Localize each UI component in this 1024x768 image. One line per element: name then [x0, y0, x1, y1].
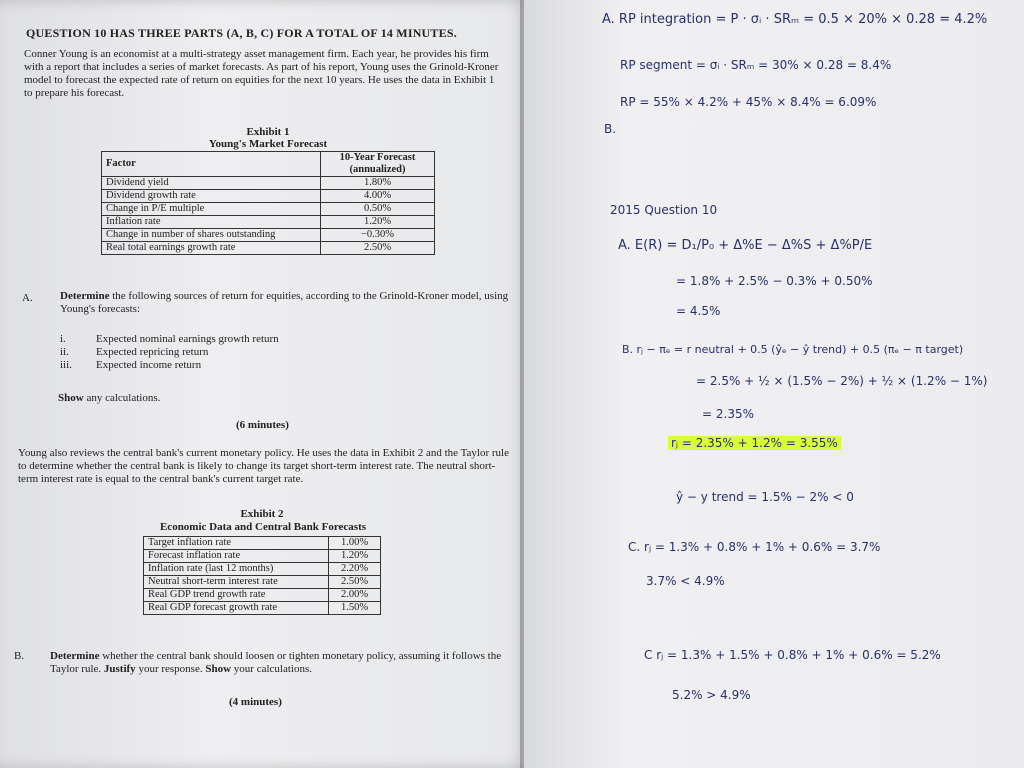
note-line: 3.7% < 4.9%	[646, 574, 725, 588]
label-cell: Neutral short-term interest rate	[144, 576, 329, 589]
part-b-body: your calculations.	[231, 663, 312, 675]
note-line: 2015 Question 10	[610, 203, 718, 217]
note-line: = 2.35%	[702, 407, 754, 421]
factor-cell: Inflation rate	[102, 216, 321, 229]
list-item	[60, 359, 279, 372]
list-number: ii.	[60, 346, 69, 358]
value-cell: 1.20%	[329, 550, 381, 563]
part-b-bold: Show	[205, 663, 232, 675]
part-a-label: A.	[22, 292, 33, 304]
factor-cell: Change in number of shares outstanding	[102, 229, 321, 242]
note-line: C. rⱼ = 1.3% + 0.8% + 1% + 0.6% = 3.7%	[628, 540, 881, 554]
note-line: B.	[604, 122, 617, 136]
part-b-label: B.	[14, 650, 25, 662]
list-item	[60, 333, 279, 346]
note-line: A. E(R) = D₁/P₀ + Δ%E − Δ%S + Δ%P/E	[618, 238, 873, 253]
table-row	[144, 563, 381, 576]
list-number: i.	[60, 333, 66, 345]
highlight-text: rⱼ = 2.35% + 1.2% = 3.55%	[668, 436, 841, 450]
note-line: = 2.5% + ½ × (1.5% − 2%) + ½ × (1.2% − 1%)	[696, 374, 988, 388]
value-cell: −0.30%	[321, 229, 435, 242]
factor-cell: Dividend yield	[102, 177, 321, 190]
table-row	[144, 602, 381, 615]
exhibit2-caption: Exhibit 2	[240, 508, 284, 520]
value-cell: 2.50%	[329, 576, 381, 589]
part-a-list	[60, 333, 279, 372]
forecast-header: 10-Year Forecast (annualized)	[321, 152, 435, 177]
note-line: C rⱼ = 1.3% + 1.5% + 0.8% + 1% + 0.6% = 5.2%	[644, 648, 941, 662]
value-cell: 1.80%	[321, 177, 435, 190]
note-line: RP segment = σᵢ · SRₘ = 30% × 0.28 = 8.4%	[620, 58, 892, 72]
list-text: Expected repricing return	[96, 346, 209, 358]
taylor-paragraph: Young also reviews the central bank's current monetary policy. He uses the data in Exhibit 2 and the Taylor rule to determine whether the central bank is likely to change its target short-term interest rate. The neutral short-term interest rate is equal to the central bank's current target rate.	[18, 447, 509, 485]
exhibit2-table	[143, 536, 381, 615]
table-row	[102, 229, 435, 242]
value-cell: 1.50%	[329, 602, 381, 615]
note-line: 5.2% > 4.9%	[672, 688, 751, 702]
note-line: RP = 55% × 4.2% + 45% × 8.4% = 6.09%	[620, 95, 877, 109]
show-rest: any calculations.	[83, 392, 161, 404]
show-bold: Show	[58, 392, 84, 404]
value-cell: 2.50%	[321, 242, 435, 255]
factor-cell: Dividend growth rate	[102, 190, 321, 203]
table-row	[144, 550, 381, 563]
part-b-text	[50, 650, 512, 676]
part-b-body: your response.	[135, 663, 206, 675]
list-text: Expected nominal earnings growth return	[96, 333, 279, 345]
exhibit1-caption: Exhibit 1	[246, 126, 290, 138]
exhibit2-title: Economic Data and Central Bank Forecasts	[159, 521, 367, 533]
part-a-text	[60, 290, 510, 316]
intro-paragraph: Conner Young is an economist at a multi-strategy asset management firm. Each year, he provides his firm with a report that includes a series of market forecasts. As part of his report, Young uses the Grinold-Kroner model to forecast the expected rate of return on equities for the next 10 years. He uses the data in Exhibit 1 to prepare his forecast.	[24, 48, 499, 99]
label-cell: Inflation rate (last 12 months)	[144, 563, 329, 576]
note-line: = 1.8% + 2.5% − 0.3% + 0.50%	[676, 274, 873, 288]
exhibit1-title: Young's Market Forecast	[208, 138, 328, 150]
part-b-bold: Determine	[50, 650, 100, 662]
part-a-bold: Determine	[60, 290, 110, 302]
value-cell: 2.20%	[329, 563, 381, 576]
part-b-body: whether the central bank should loosen or tighten monetary policy, assuming it follows the Taylor rule.	[50, 650, 502, 675]
list-text: Expected income return	[96, 359, 202, 371]
value-cell: 4.00%	[321, 190, 435, 203]
label-cell: Real GDP trend growth rate	[144, 589, 329, 602]
exhibit1-table	[101, 151, 435, 255]
question-title: QUESTION 10 HAS THREE PARTS (A, B, C) FOR A TOTAL OF 14 MINUTES.	[26, 26, 457, 40]
table-row	[144, 589, 381, 602]
table-row	[102, 177, 435, 190]
note-line: ŷ − y trend = 1.5% − 2% < 0	[676, 490, 854, 504]
list-item	[60, 346, 279, 359]
note-line: A. RP integration = P · σᵢ · SRₘ = 0.5 × 20% × 0.28 = 4.2%	[602, 12, 988, 27]
note-line: B. rⱼ − πₑ = r neutral + 0.5 (ŷₑ − ŷ trend) + 0.5 (πₑ − π target)	[622, 343, 964, 356]
label-cell: Target inflation rate	[144, 537, 329, 550]
part-b-minutes: (4 minutes)	[229, 696, 282, 708]
value-cell: 1.00%	[329, 537, 381, 550]
value-cell: 0.50%	[321, 203, 435, 216]
factor-cell: Change in P/E multiple	[102, 203, 321, 216]
table-row	[102, 242, 435, 255]
value-cell: 2.00%	[329, 589, 381, 602]
list-number: iii.	[60, 359, 72, 371]
table-row	[144, 537, 381, 550]
table-row	[144, 576, 381, 589]
table-row	[102, 216, 435, 229]
highlighted-note	[668, 436, 841, 450]
factor-cell: Real total earnings growth rate	[102, 242, 321, 255]
show-calculations	[58, 392, 160, 404]
label-cell: Forecast inflation rate	[144, 550, 329, 563]
value-cell: 1.20%	[321, 216, 435, 229]
note-line: = 4.5%	[676, 304, 721, 318]
factor-header: Factor	[102, 152, 321, 177]
table-row	[102, 190, 435, 203]
right-page	[524, 0, 1024, 768]
part-a-minutes: (6 minutes)	[236, 419, 289, 431]
table-row	[102, 203, 435, 216]
part-a-body: the following sources of return for equities, according to the Grinold-Kroner model, using Young's forecasts:	[60, 290, 509, 315]
label-cell: Real GDP forecast growth rate	[144, 602, 329, 615]
part-b-bold: Justify	[103, 663, 136, 675]
